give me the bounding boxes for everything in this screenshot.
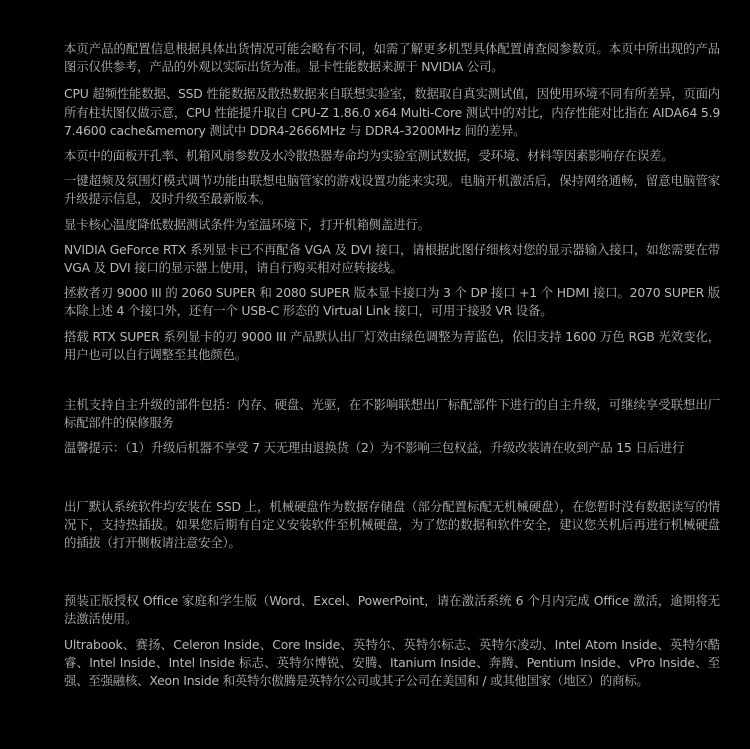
note-cpu-ssd-performance: CPU 超频性能数据、SSD 性能数据及散热数据来自联想实验室，数据取自真实测试值，因使用环境不同有所差异，页面内所有柱状图仅做示意，CPU 性能提升取自 CPU-Z 1.86.0 x64 Multi-Core 测试中的对比，内存性能对比指在 AIDA64 5.97.4600 cache&memory 测试中 DDR4-2666MHz 与 DDR4-3200MHz 间的差异。 [64,86,720,138]
note-office-license: 预装正版授权 Office 家庭和学生版（Word、Excel、PowerPoint，请在激活系统 6 个月内完成 Office 激活，逾期将无法激活使用。 [64,593,720,627]
note-gpu-temperature: 显卡核心温度降低数据测试条件为室温环境下，打开机箱侧盖进行。 [64,216,430,232]
note-configuration: 本页产品的配置信息根据具体出货情况可能会略有不同，如需了解更多机型具体配置请查阅参数页。本页中所出现的产品图示仅供参考，产品的外观以实际出货为准。显卡性能数据来源于 NVIDIA 公司。 [64,41,720,75]
disclaimer-content [64,40,720,690]
note-upgrade-parts: 主机支持自主升级的部件包括：内存、硬盘、光驱，在不影响联想出厂标配部件下进行的自主升级，可继续享受联想出厂标配部件的保修服务 [64,397,720,431]
note-gpu-ports: 拯救者刃 9000 III 的 2060 SUPER 和 2080 SUPER 版本显卡接口为 3 个 DP 接口 +1 个 HDMI 接口。2070 SUPER 版本除上述 4 个接口外，还有一个 USB-C 形态的 Virtual Link 接口，可用于接驳 VR 设备。 [64,285,720,319]
note-overclock-lighting: 一键超频及氛围灯模式调节功能由联想电脑管家的游戏设置功能来实现。电脑开机激活后，保持网络通畅，留意电脑管家升级提示信息，及时升级至最新版本。 [64,173,720,207]
note-storage-hotplug: 出厂默认系统软件均安装在 SSD 上，机械硬盘作为数据存储盘（部分配置标配无机械硬盘），在您暂时没有数据读写的情况下，支持热插拔。如果您后期有自定义安装软件至机械硬盘，为了您的数据和软件安全，建议您关机后再进行机械硬盘的插拔（打开侧板请注意安全）。 [64,498,720,551]
note-panel-fan-cooler: 本页中的面板开孔率、机箱风扇参数及水冷散热器寿命均为实验室测试数据，受环境、材料等因素影响存在误差。 [64,148,674,164]
note-default-lighting: 搭载 RTX SUPER 系列显卡的刃 9000 III 产品默认出厂灯效由绿色调整为青蓝色，依旧支持 1600 万色 RGB 光效变化，用户也可以自行调整至其他颜色。 [64,328,720,362]
note-display-interfaces: NVIDIA GeForce RTX 系列显卡已不再配备 VGA 及 DVI 接口，请根据此图仔细核对您的显示器输入接口，如您需要在带 VGA 及 DVI 接口的显示器上使用，请自行购买相对应转接线。 [64,241,720,276]
note-intel-trademarks: Ultrabook、赛扬、Celeron Inside、Core Inside、英特尔、英特尔标志、英特尔凌动、Intel Atom Inside、英特尔酷睿、Intel Inside、Intel Inside 标志、英特尔博锐、安腾、Itanium Inside、奔腾、Pentium Inside、vPro Inside、至强、至强融核、Xeon Inside 和英特尔傲腾是英特尔公司或其子公司在美国和 / 或其他国家（地区）的商标。 [64,636,720,689]
note-upgrade-tips: 温馨提示：（1）升级后机器不享受 7 天无理由退换货（2）为不影响三包权益，升级改装请在收到产品 15 日后进行 [64,440,685,456]
